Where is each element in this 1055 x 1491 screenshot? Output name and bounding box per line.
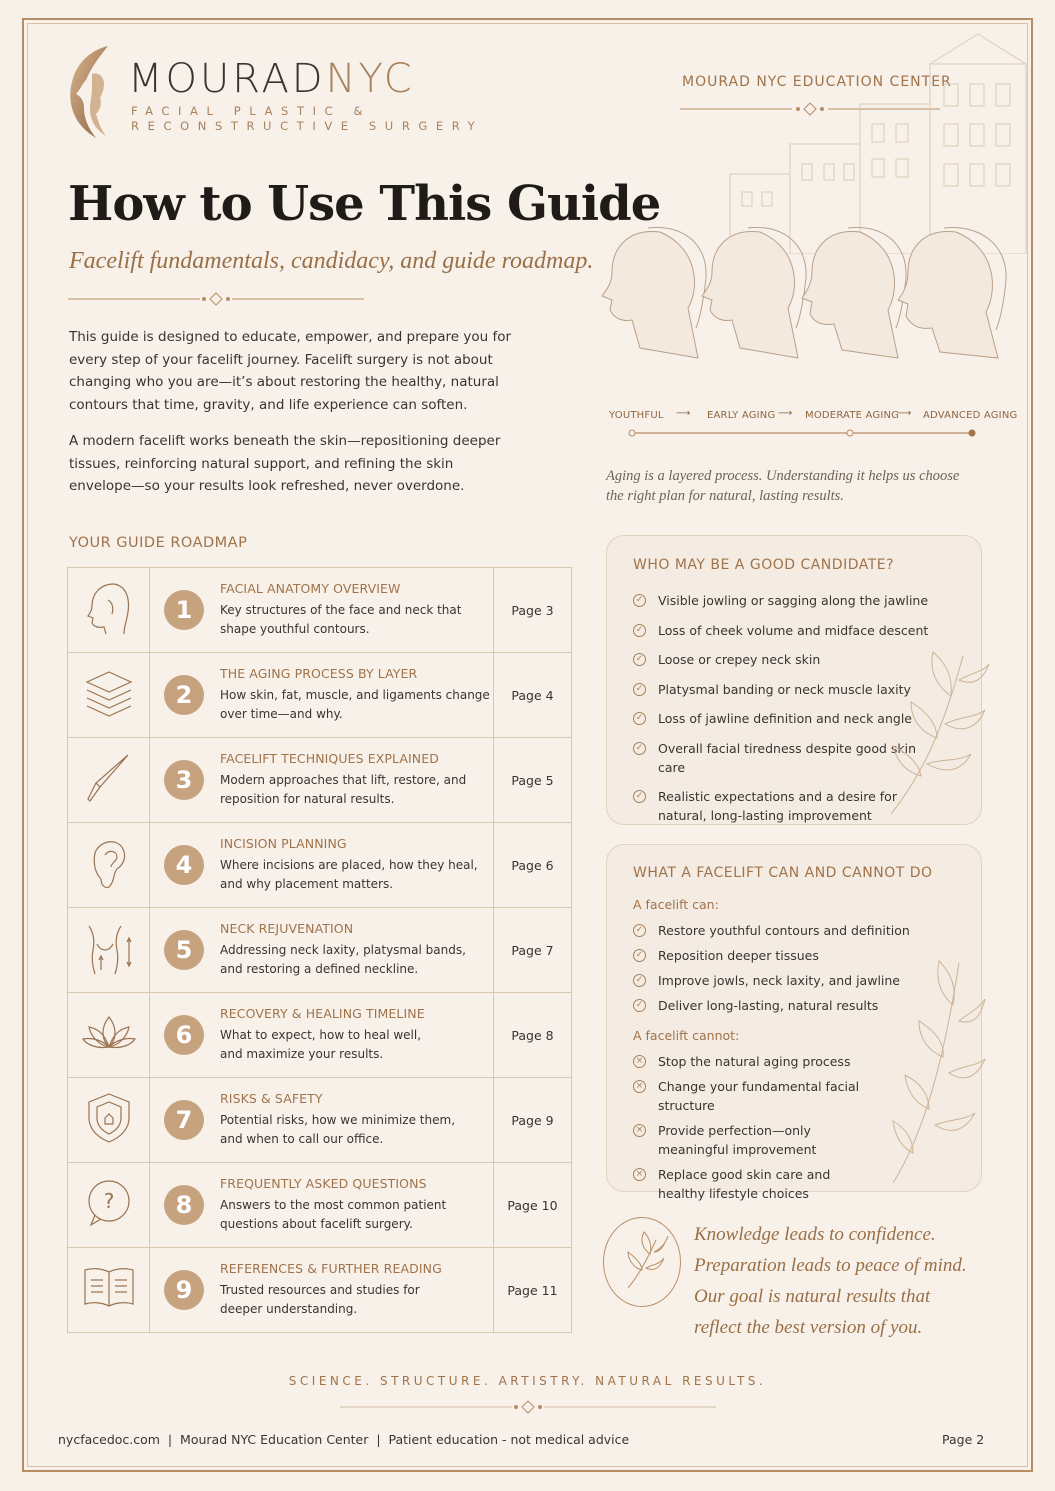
check-circle-icon: ✓: [633, 999, 646, 1012]
list-item: ✓ Loss of jawline definition and neck angle: [633, 709, 943, 728]
step-number: 7: [164, 1100, 204, 1140]
list-item: ✓ Overall facial tiredness despite good skin care: [633, 739, 943, 777]
roadmap-item-desc: Trusted resources and studies for deeper understanding.: [220, 1283, 420, 1316]
stage-label-moderate: MODERATE AGING: [805, 410, 900, 421]
roadmap-content-cell: [150, 1078, 494, 1163]
x-circle-icon: ×: [633, 1055, 646, 1068]
roadmap-item-desc: Addressing neck laxity, platysmal bands, and restoring a defined neckline.: [220, 943, 466, 976]
check-circle-icon: ✓: [633, 683, 646, 696]
step-number: 1: [164, 590, 204, 630]
check-circle-icon: ✓: [633, 790, 646, 803]
roadmap-row: [68, 908, 572, 993]
list-item: ✓ Platysmal banding or neck muscle laxity: [633, 680, 943, 699]
roadmap-page-ref: Page 4: [494, 653, 572, 738]
roadmap-content-cell: [150, 823, 494, 908]
roadmap-row: [68, 823, 572, 908]
roadmap-icon-cell: [68, 653, 150, 738]
leaf-branch-illustration: [887, 955, 987, 1185]
check-circle-icon: ✓: [633, 924, 646, 937]
roadmap-content-cell: [150, 1248, 494, 1333]
roadmap-item-title: REFERENCES & FURTHER READING: [220, 1261, 442, 1276]
cannot-heading: A facelift cannot:: [633, 1028, 740, 1043]
lotus-icon: [81, 1011, 137, 1059]
roadmap-item-desc: What to expect, how to heal well, and maximize your results.: [220, 1028, 422, 1061]
footer-info: nycfacedoc.com | Mourad NYC Education Center | Patient education - not medical advice: [58, 1432, 630, 1447]
roadmap-item-title: RECOVERY & HEALING TIMELINE: [220, 1006, 425, 1021]
roadmap-item-desc: Potential risks, how we minimize them, and when to call our office.: [220, 1113, 456, 1146]
face-profile-icon: [84, 580, 134, 640]
roadmap-page-ref: Page 7: [494, 908, 572, 993]
can-heading: A facelift can:: [633, 897, 719, 912]
stage-label-youthful: YOUTHFUL: [609, 410, 664, 421]
page-subtitle: Facelift fundamentals, candidacy, and guide roadmap.: [69, 248, 594, 274]
arrow-icon: ⟶: [676, 408, 691, 419]
logo-subtitle: FACIAL PLASTIC & RECONSTRUCTIVE SURGERY: [131, 104, 484, 133]
quote-text: Knowledge leads to confidence. Preparation leads to peace of mind. Our goal is natural results that reflect the best version of you.: [694, 1224, 967, 1338]
step-number: 6: [164, 1015, 204, 1055]
roadmap-page-ref: Page 5: [494, 738, 572, 823]
roadmap-row: [68, 1248, 572, 1333]
leaf-branch-illustration: [881, 646, 991, 816]
page-number: Page 2: [942, 1432, 985, 1447]
roadmap-page-ref: Page 3: [494, 568, 572, 653]
roadmap-icon-cell: [68, 1078, 150, 1163]
roadmap-row: [68, 568, 572, 653]
leaf-sprig-icon: [604, 1218, 682, 1308]
roadmap-item-desc: Key structures of the face and neck that shape youthful contours.: [220, 603, 462, 636]
roadmap-item-desc: Where incisions are placed, how they heal, and why placement matters.: [220, 858, 478, 891]
roadmap-icon-cell: [68, 993, 150, 1078]
logo-wordmark: MOURADNYC: [128, 56, 415, 102]
roadmap-row: [68, 993, 572, 1078]
roadmap-row: [68, 1163, 572, 1248]
roadmap-content-cell: [150, 993, 494, 1078]
quote-emblem: [603, 1217, 681, 1307]
roadmap-content-cell: [150, 568, 494, 653]
roadmap-row: [68, 738, 572, 823]
title-divider: [68, 290, 364, 308]
scalpel-icon: [84, 751, 134, 809]
roadmap-item-title: THE AGING PROCESS BY LAYER: [220, 666, 418, 681]
aging-faces-illustration: [588, 218, 1028, 388]
ear-icon: [87, 835, 131, 895]
list-item: ✓ Realistic expectations and a desire for natural, long-lasting improvement: [633, 787, 943, 825]
arrow-icon: ⟶: [778, 408, 793, 419]
roadmap-icon-cell: [68, 823, 150, 908]
svg-text:?: ?: [103, 1189, 114, 1213]
roadmap-row: [68, 653, 572, 738]
can-cannot-title: WHAT A FACELIFT CAN AND CANNOT DO: [633, 865, 933, 881]
check-circle-icon: ✓: [633, 624, 646, 637]
list-item: ✓ Loss of cheek volume and midface descent: [633, 621, 943, 640]
roadmap-item-desc: Answers to the most common patient questions about facelift surgery.: [220, 1198, 447, 1231]
list-item: × Provide perfection—only meaningful improvement: [633, 1121, 873, 1159]
logo-face-icon: [62, 44, 120, 140]
roadmap-icon-cell: [68, 1163, 150, 1248]
roadmap-item-title: FREQUENTLY ASKED QUESTIONS: [220, 1176, 427, 1191]
list-item: ✓ Improve jowls, neck laxity, and jawline: [633, 971, 933, 990]
roadmap-icon-cell: [68, 908, 150, 993]
education-center-label: MOURAD NYC EDUCATION CENTER: [682, 74, 952, 90]
list-item: ✓ Loose or crepey neck skin: [633, 650, 943, 669]
aging-caption: Aging is a layered process. Understanding it helps us choose the right plan for natural, lasting results.: [606, 468, 960, 504]
roadmap-content-cell: [150, 653, 494, 738]
check-circle-icon: ✓: [633, 742, 646, 755]
x-circle-icon: ×: [633, 1080, 646, 1093]
question-bubble-icon: [83, 1177, 135, 1233]
intro-text: [69, 326, 519, 498]
layers-icon: [83, 668, 135, 722]
list-item: × Stop the natural aging process: [633, 1052, 873, 1071]
check-circle-icon: ✓: [633, 594, 646, 607]
footer-ornament: [340, 1398, 716, 1416]
check-circle-icon: ✓: [633, 949, 646, 962]
aging-timeline: [626, 426, 978, 440]
roadmap-content-cell: [150, 738, 494, 823]
arrow-icon: ⟶: [897, 408, 912, 419]
step-number: 8: [164, 1185, 204, 1225]
roadmap-page-ref: Page 11: [494, 1248, 572, 1333]
roadmap-icon-cell: [68, 1248, 150, 1333]
list-item: × Change your fundamental facial structure: [633, 1077, 873, 1115]
list-item: × Replace good skin care and healthy lifestyle choices: [633, 1165, 873, 1203]
check-circle-icon: ✓: [633, 712, 646, 725]
roadmap-table: [67, 567, 572, 1333]
intro-paragraph-2: A modern facelift works beneath the skin—repositioning deeper tissues, reinforcing natural support, and refining the skin envelope—so your results look refreshed, never overdone.: [69, 433, 501, 494]
x-circle-icon: ×: [633, 1168, 646, 1181]
stage-label-advanced: ADVANCED AGING: [923, 410, 1018, 421]
list-item: ✓ Deliver long-lasting, natural results: [633, 996, 933, 1015]
list-item: ✓ Reposition deeper tissues: [633, 946, 933, 965]
roadmap-page-ref: Page 6: [494, 823, 572, 908]
step-number: 3: [164, 760, 204, 800]
shield-icon: [85, 1090, 133, 1150]
roadmap-item-title: RISKS & SAFETY: [220, 1091, 323, 1106]
step-number: 5: [164, 930, 204, 970]
roadmap-page-ref: Page 10: [494, 1163, 572, 1248]
step-number: 4: [164, 845, 204, 885]
roadmap-item-title: INCISION PLANNING: [220, 836, 347, 851]
roadmap-icon-cell: [68, 738, 150, 823]
roadmap-item-title: FACELIFT TECHNIQUES EXPLAINED: [220, 751, 439, 766]
check-circle-icon: ✓: [633, 974, 646, 987]
can-cannot-card: [606, 844, 982, 1201]
roadmap-item-desc: Modern approaches that lift, restore, and reposition for natural results.: [220, 773, 467, 806]
page-title: How to Use This Guide: [68, 176, 661, 232]
candidate-card: [606, 535, 982, 825]
roadmap-item-title: NECK REJUVENATION: [220, 921, 354, 936]
roadmap-page-ref: Page 8: [494, 993, 572, 1078]
intro-paragraph-1: This guide is designed to educate, empower, and prepare you for every step of your facelift journey. Facelift surgery is not about changing who you are—it’s about restoring the healthy, natural contours that time, gravity, and life experience can soften.: [69, 329, 512, 413]
roadmap-content-cell: [150, 1163, 494, 1248]
list-item: ✓ Restore youthful contours and definition: [633, 921, 933, 940]
roadmap-page-ref: Page 9: [494, 1078, 572, 1163]
list-item: ✓ Visible jowling or sagging along the jawline: [633, 591, 943, 610]
roadmap-item-title: FACIAL ANATOMY OVERVIEW: [220, 581, 401, 596]
x-circle-icon: ×: [633, 1124, 646, 1137]
check-circle-icon: ✓: [633, 653, 646, 666]
book-icon: [81, 1264, 137, 1316]
roadmap-icon-cell: [68, 568, 150, 653]
tagline: SCIENCE. STRUCTURE. ARTISTRY. NATURAL RESULTS.: [288, 1374, 767, 1388]
step-number: 2: [164, 675, 204, 715]
roadmap-row: [68, 1078, 572, 1163]
step-number: 9: [164, 1270, 204, 1310]
neck-icon: [81, 920, 137, 980]
roadmap-content-cell: [150, 908, 494, 993]
roadmap-title: YOUR GUIDE ROADMAP: [69, 535, 248, 551]
roadmap-item-desc: How skin, fat, muscle, and ligaments change over time—and why.: [220, 688, 490, 721]
stage-label-early: EARLY AGING: [707, 410, 776, 421]
candidate-title: WHO MAY BE A GOOD CANDIDATE?: [633, 557, 895, 573]
